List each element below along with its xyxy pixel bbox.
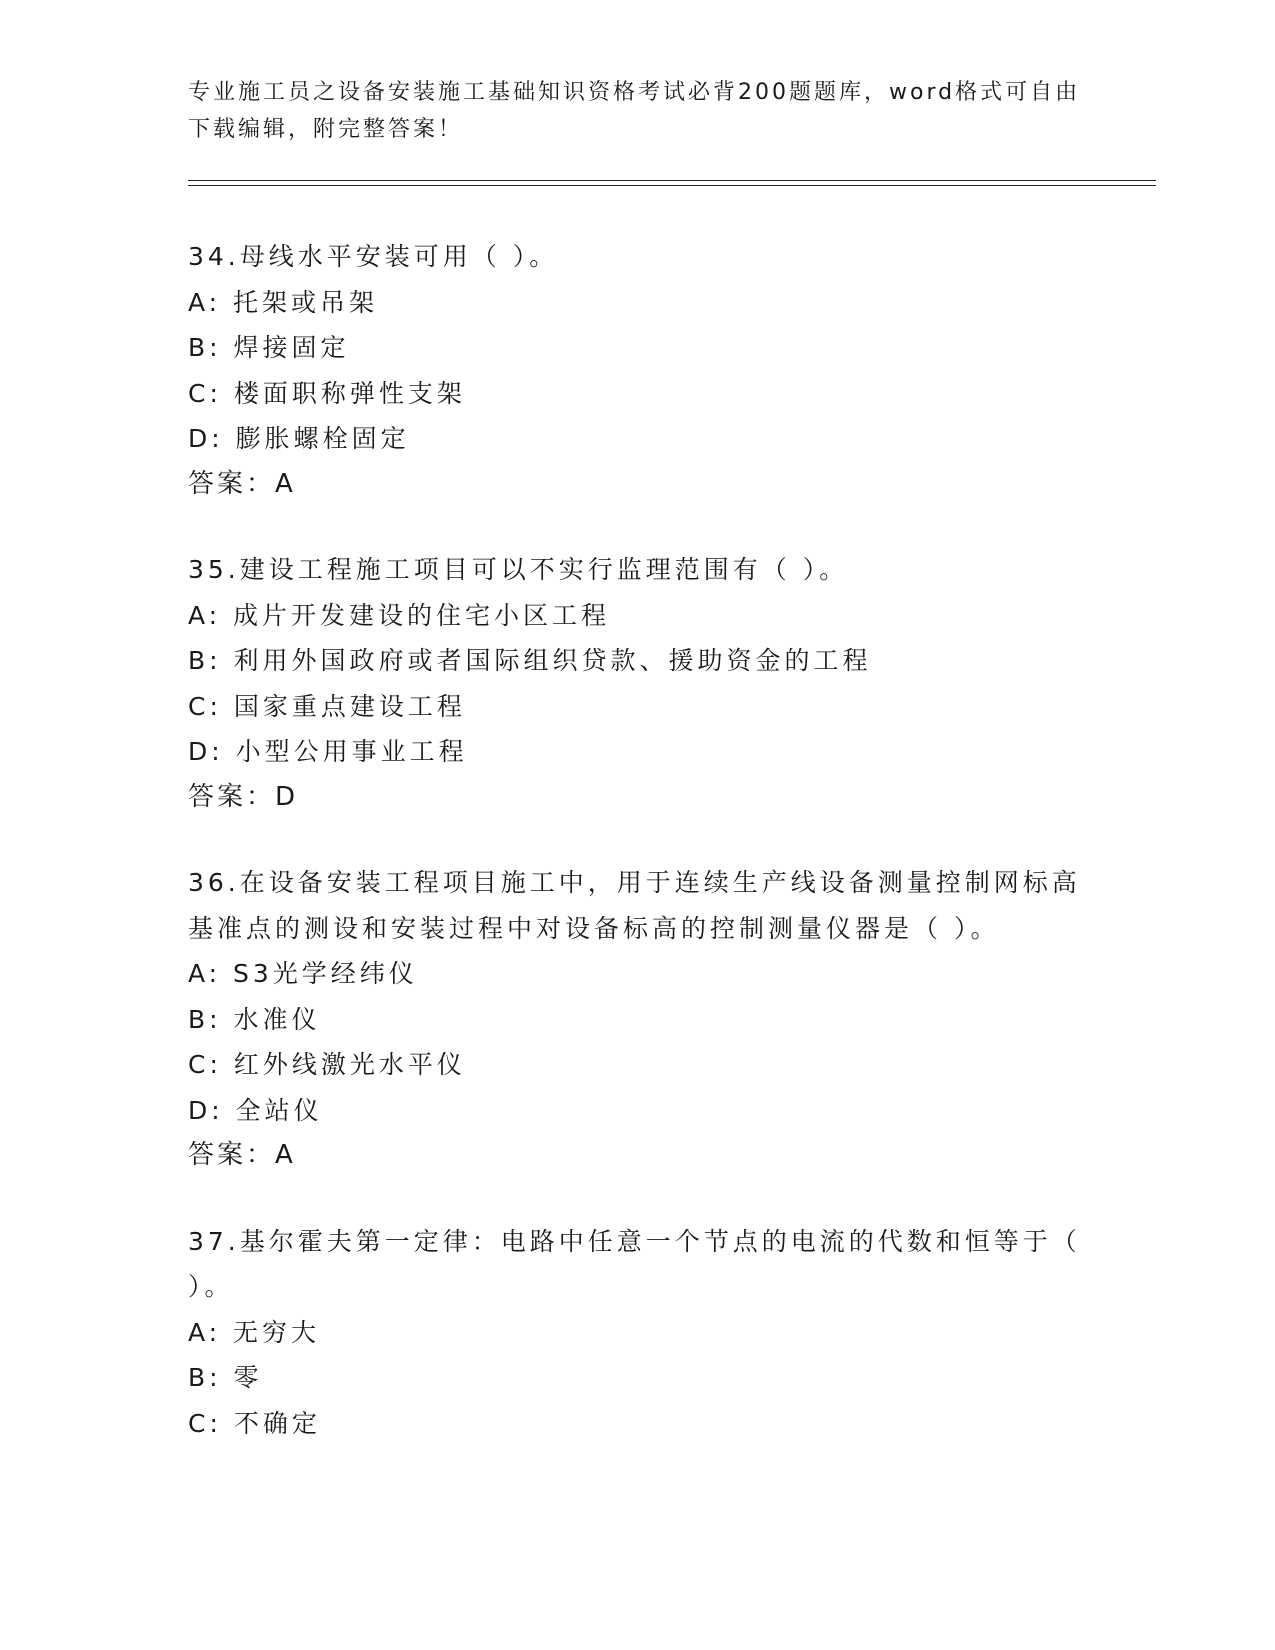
option-b: B: 利用外国政府或者国际组织贷款、援助资金的工程	[188, 646, 872, 675]
option-c: C: 红外线激光水平仪	[188, 1050, 466, 1079]
answer-line: 答案：A	[188, 1140, 296, 1170]
answer-line: 答案：D	[188, 781, 299, 812]
option-b: B: 焊接固定	[188, 333, 350, 362]
question-36	[188, 860, 1088, 1179]
document-header: 专业施工员之设备安装施工基础知识资格考试必背200题题库，word格式可自由下载编辑，附完整答案！	[188, 80, 1081, 142]
question-37	[188, 1219, 1088, 1447]
option-b: B: 水准仪	[188, 1004, 321, 1034]
option-c: C: 不确定	[188, 1408, 321, 1438]
question-list	[188, 234, 1088, 1486]
question-35	[188, 547, 1088, 820]
option-a: A: 成片开发建设的住宅小区工程	[188, 600, 611, 630]
option-b: B: 零	[188, 1363, 263, 1392]
option-c: C: 楼面职称弹性支架	[188, 378, 466, 408]
question-34	[188, 234, 1088, 507]
header-divider-bottom	[188, 185, 1156, 186]
option-a: A: 托架或吊架	[188, 287, 379, 317]
option-d: D: 小型公用事业工程	[188, 737, 468, 766]
question-stem: 37.基尔霍夫第一定律：电路中任意一个节点的电流的代数和恒等于（ ）。	[188, 1226, 1081, 1301]
header-divider-top	[188, 180, 1156, 181]
option-d: D: 全站仪	[188, 1095, 323, 1125]
option-c: C: 国家重点建设工程	[188, 691, 466, 721]
option-a: A: S3光学经纬仪	[188, 959, 418, 988]
question-stem: 35.建设工程施工项目可以不实行监理范围有（ ）。	[188, 555, 849, 584]
option-a: A: 无穷大	[188, 1317, 321, 1347]
question-stem: 34.母线水平安装可用（ ）。	[188, 242, 559, 271]
option-d: D: 膨胀螺栓固定	[188, 424, 410, 453]
answer-line: 答案：A	[188, 468, 296, 499]
question-stem: 36.在设备安装工程项目施工中，用于连续生产线设备测量控制网标高基准点的测设和安装过程中对设备标高的控制测量仪器是（ ）。	[188, 868, 1081, 943]
